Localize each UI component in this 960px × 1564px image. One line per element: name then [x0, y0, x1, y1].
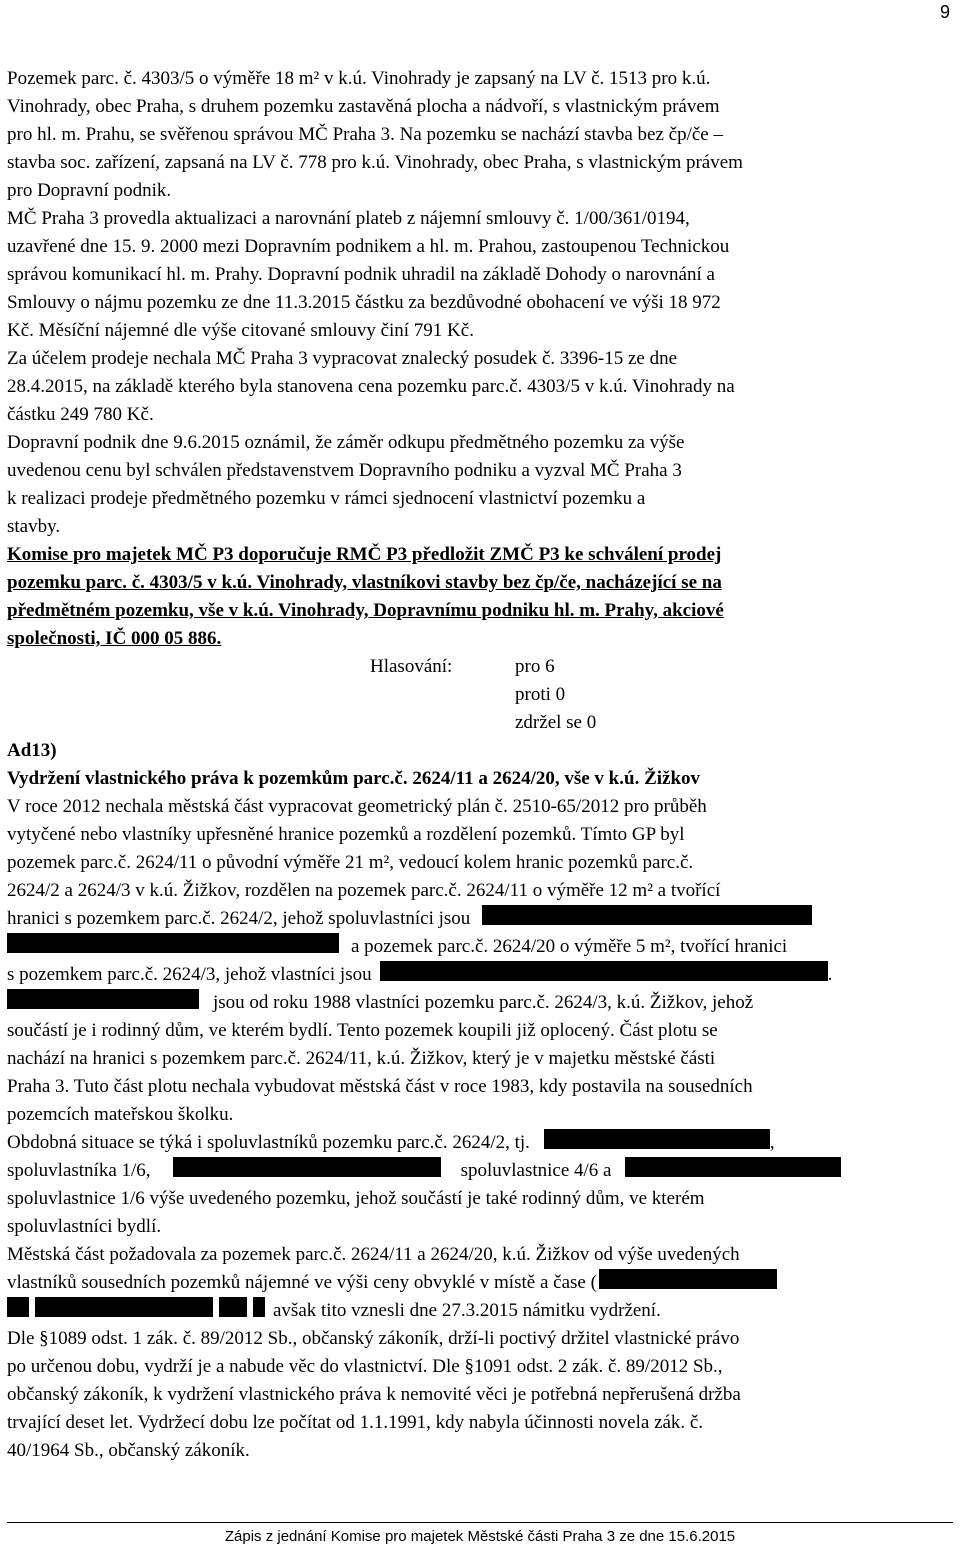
paragraph-rent-claim: [7, 1241, 953, 1325]
text-line: [7, 989, 953, 1017]
text-line: Vinohrady, obec Praha, s druhem pozemku zastavěná plocha a nádvoří, s vlastnickým právem: [7, 96, 720, 117]
vote-for: pro 6: [515, 656, 555, 677]
page-number: 9: [939, 2, 950, 22]
text-line: 40/1964 Sb., občanský zákoník.: [7, 1440, 250, 1461]
redaction-block: [7, 933, 339, 953]
text-line: trvající deset let. Vydržecí dobu lze počítat od 1.1.1991, kdy nabyla účinnosti novela zák. č.: [7, 1412, 704, 1433]
text-segment: Obdobná situace se týká i spoluvlastníků pozemku parc.č. 2624/2, tj.: [7, 1132, 530, 1153]
text-segment: avšak tito vznesli dne 27.3.2015 námitku vydržení.: [273, 1300, 661, 1321]
paragraph-transport-company: [7, 429, 953, 541]
redaction-block: [599, 1269, 777, 1289]
text-line: stavby.: [7, 516, 61, 537]
text-line: pro Dopravní podnik.: [7, 180, 172, 201]
paragraph-legal-basis: [7, 1325, 953, 1465]
redaction-block: [7, 1297, 29, 1317]
text-line: 2624/2 a 2624/3 v k.ú. Žižkov, rozdělen na pozemek parc.č. 2624/11 o výměře 12 m² a tvořící: [7, 880, 721, 901]
paragraph-land-description: [7, 65, 953, 205]
text-line: [7, 961, 953, 989]
footer-divider: [7, 1522, 953, 1523]
text-segment: spoluvlastnice 4/6 a: [460, 1160, 612, 1181]
text-line: pozemek parc.č. 2624/11 o původní výměře 21 m², vedoucí kolem hranic pozemků parc.č.: [7, 852, 694, 873]
resolution-text: [7, 541, 953, 653]
section-title: Vydržení vlastnického práva k pozemkům parc.č. 2624/11 a 2624/20, vše v k.ú. Žižkov: [7, 768, 701, 789]
text-line: Pozemek parc. č. 4303/5 o výměře 18 m² v k.ú. Vinohrady je zapsaný na LV č. 1513 pro k.ú.: [7, 68, 711, 89]
redaction-block: [7, 989, 199, 1009]
text-segment: ,: [769, 1132, 775, 1153]
text-line: V roce 2012 nechala městská část vypracovat geometrický plán č. 2510-65/2012 pro průběh: [7, 796, 707, 817]
paragraph-lease-settlement: [7, 205, 953, 345]
text-segment: s pozemkem parc.č. 2624/3, jehož vlastníci jsou: [7, 964, 372, 985]
text-line: občanský zákoník, k vydržení vlastnického práva k nemovité věci je potřebná nepřerušená držba: [7, 1384, 741, 1405]
text-line: [7, 1269, 953, 1297]
text-line: spoluvlastnice 1/6 výše uvedeného pozemku, jehož součástí je také rodinný dům, ve kterém: [7, 1188, 705, 1209]
text-line: spoluvlastníci bydlí.: [7, 1216, 162, 1237]
document-body: [7, 65, 953, 1465]
text-line: pro hl. m. Prahu, se svěřenou správou MČ Praha 3. Na pozemku se nachází stavba bez čp/če –: [7, 124, 723, 145]
text-segment: hranici s pozemkem parc.č. 2624/2, jehož spoluvlastníci jsou: [7, 908, 471, 929]
text-line: stavba soc. zařízení, zapsaná na LV č. 778 pro k.ú. Vinohrady, obec Praha, s vlastnickým právem: [7, 152, 743, 173]
text-segment: jsou od roku 1988 vlastníci pozemku parc.č. 2624/3, k.ú. Žižkov, jehož: [213, 992, 754, 1013]
text-line: částku 249 780 Kč.: [7, 404, 154, 425]
text-line: Dopravní podnik dne 9.6.2015 oznámil, že záměr odkupu předmětného pozemku za výše: [7, 432, 685, 453]
text-line: [7, 905, 953, 933]
paragraph-co-owners: [7, 1129, 953, 1241]
text-line: pozemcích mateřskou školku.: [7, 1104, 234, 1125]
text-line: Za účelem prodeje nechala MČ Praha 3 vypracovat znalecký posudek č. 3396-15 ze dne: [7, 348, 678, 369]
text-line: MČ Praha 3 provedla aktualizaci a narovnání plateb z nájemní smlouvy č. 1/00/361/0194,: [7, 208, 690, 229]
text-line: Dle §1089 odst. 1 zák. č. 89/2012 Sb., občanský zákoník, drží-li poctivý držitel vlastnické právo: [7, 1328, 740, 1349]
text-line: [7, 1129, 953, 1157]
text-line: [7, 1157, 953, 1185]
redaction-block: [544, 1129, 770, 1149]
text-line: společnosti, IČ 000 05 886.: [7, 628, 222, 649]
redaction-block: [219, 1297, 247, 1317]
redaction-block: [253, 1297, 265, 1317]
text-line: Městská část požadovala za pozemek parc.č. 2624/11 a 2624/20, k.ú. Žižkov od výše uvedených: [7, 1244, 740, 1265]
text-line: Komise pro majetek MČ P3 doporučuje RMČ P3 předložit ZMČ P3 ke schválení prodej: [7, 544, 722, 565]
text-line: k realizaci prodeje předmětného pozemku v rámci sjednocení vlastnictví pozemku a: [7, 488, 646, 509]
text-line: předmětném pozemku, vše v k.ú. Vinohrady, Dopravnímu podniku hl. m. Prahy, akciové: [7, 600, 724, 621]
text-line: 28.4.2015, na základě kterého byla stanovena cena pozemku parc.č. 4303/5 v k.ú. Vinohrady na: [7, 376, 735, 397]
redaction-block: [380, 961, 828, 981]
footer-text: Zápis z jednání Komise pro majetek Městské části Praha 3 ze dne 15.6.2015: [224, 1528, 736, 1545]
page-footer: [0, 1528, 960, 1545]
text-segment: vlastníků sousedních pozemků nájemné ve výši ceny obvyklé v místě a čase (: [7, 1272, 597, 1293]
text-line: vytyčené nebo vlastníky upřesněné hranice pozemků a rozdělení pozemků. Tímto GP byl: [7, 824, 685, 845]
redaction-block: [625, 1157, 841, 1177]
vote-block: [7, 653, 953, 737]
vote-label: Hlasování:: [370, 656, 453, 677]
paragraph-appraisal: [7, 345, 953, 429]
text-line: po určenou dobu, vydrží je a nabude věc do vlastnictví. Dle §1091 odst. 2 zák. č. 89/2012 Sb.,: [7, 1356, 723, 1377]
text-line: součástí je i rodinný dům, ve kterém bydlí. Tento pozemek koupili již oplocený. Část plotu se: [7, 1020, 718, 1041]
section-heading: Ad13): [7, 740, 57, 761]
text-segment: a pozemek parc.č. 2624/20 o výměře 5 m², tvořící hranici: [351, 936, 788, 957]
vote-against: proti 0: [515, 684, 566, 705]
text-line: [7, 933, 953, 961]
paragraph-geometric-plan: [7, 793, 953, 1129]
text-line: uzavřené dne 15. 9. 2000 mezi Dopravním podnikem a hl. m. Prahou, zastoupenou Technickou: [7, 236, 730, 257]
text-segment: .: [827, 964, 833, 985]
redaction-block: [173, 1157, 441, 1177]
redaction-block: [482, 905, 812, 925]
vote-abstain: zdržel se 0: [515, 712, 597, 733]
text-line: Praha 3. Tuto část plotu nechala vybudovat městská část v roce 1983, kdy postavila na sousedních: [7, 1076, 753, 1097]
redaction-block: [35, 1297, 213, 1317]
text-line: Smlouvy o nájmu pozemku ze dne 11.3.2015 částku za bezdůvodné obohacení ve výši 18 972: [7, 292, 721, 313]
text-line: nachází na hranici s pozemkem parc.č. 2624/11, k.ú. Žižkov, který je v majetku městské části: [7, 1048, 716, 1069]
text-line: [7, 1297, 953, 1325]
text-segment: spoluvlastníka 1/6,: [7, 1160, 151, 1181]
text-line: pozemku parc. č. 4303/5 v k.ú. Vinohrady, vlastníkovi stavby bez čp/če, nacházející se na: [7, 572, 722, 593]
text-line: uvedenou cenu byl schválen představenstvem Dopravního podniku a vyzval MČ Praha 3: [7, 460, 682, 481]
text-line: správou komunikací hl. m. Prahy. Dopravní podnik uhradil na základě Dohody o narovnání a: [7, 264, 715, 285]
text-line: Kč. Měsíční nájemné dle výše citované smlouvy činí 791 Kč.: [7, 320, 474, 341]
